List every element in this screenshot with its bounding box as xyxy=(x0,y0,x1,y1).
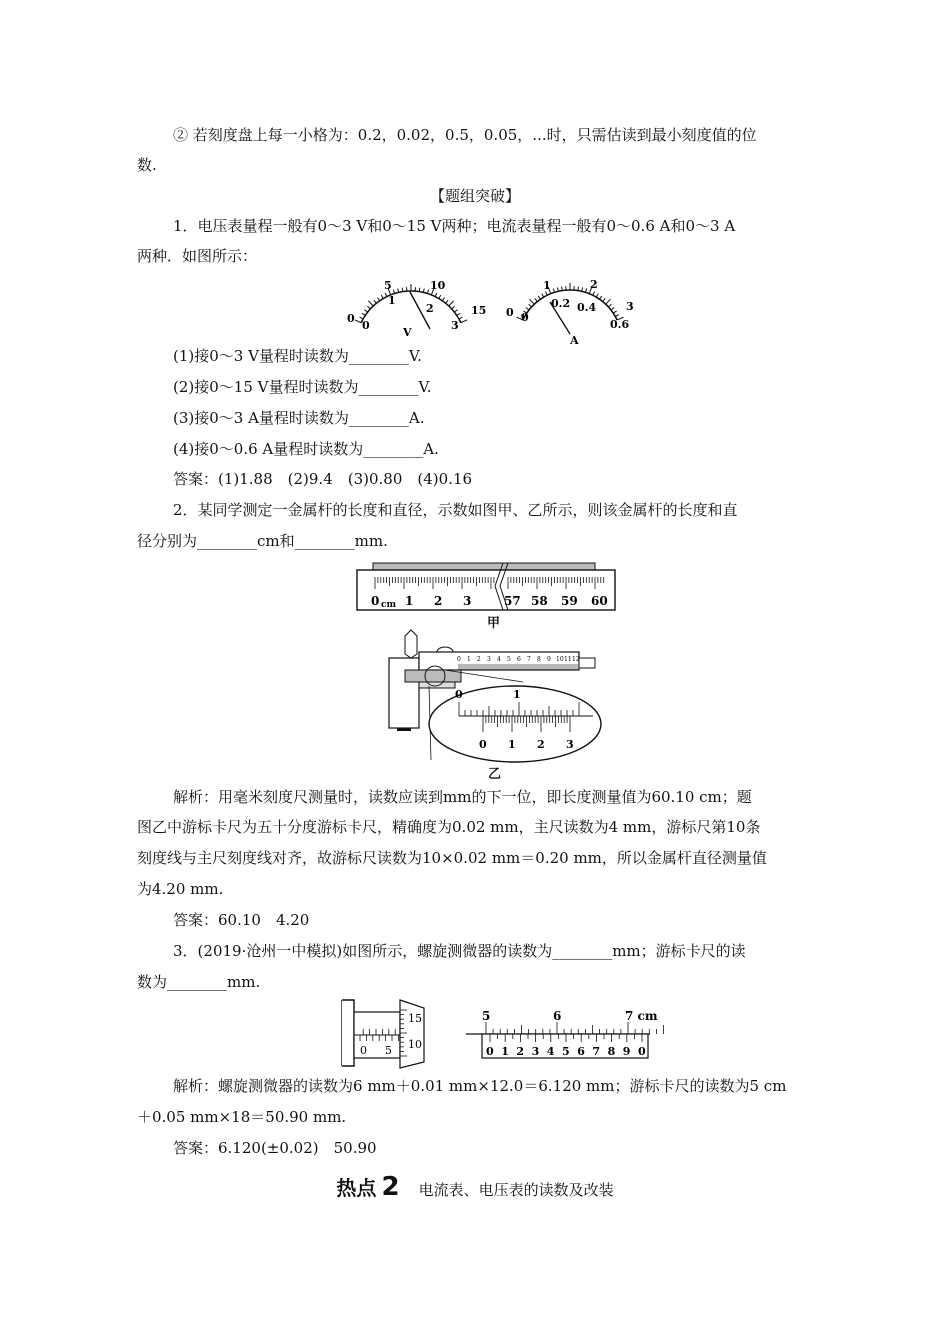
caliper-small-label: 4 xyxy=(497,656,501,663)
vernier-main-label: 7 cm xyxy=(625,1009,658,1023)
q1-sub-3: (3)接0～3 A量程时读数为________A. xyxy=(173,409,425,427)
q1-sub-4: (4)接0～0.6 A量程时读数为________A. xyxy=(173,440,439,458)
q1-line-1: 1．电压表量程一般有0～3 V和0～15 V两种；电流表量程一般有0～0.6 A和0～3 A xyxy=(173,217,736,235)
voltmeter-outer-label: 10 xyxy=(430,279,446,292)
vernier-scale-label: 9 xyxy=(622,1045,631,1058)
voltmeter-tick xyxy=(454,310,457,312)
voltmeter-tick xyxy=(381,295,383,298)
q1-sub-1: (1)接0～3 V量程时读数为________V. xyxy=(173,347,422,365)
voltmeter-unit: V xyxy=(403,326,412,339)
voltmeter-tick xyxy=(368,301,373,306)
micrometer-label: 10 xyxy=(408,1038,422,1051)
caliper-vernier-label: 2 xyxy=(537,738,545,751)
q3-analysis-1: 解析：螺旋测微器的读数为6 mm＋0.01 mm×12.0＝6.120 mm；游标卡尺的读数为5 cm xyxy=(173,1077,787,1095)
voltmeter-inner-label: 0 xyxy=(362,319,370,332)
ammeter-unit: A xyxy=(570,334,579,347)
vernier-scale-label: 3 xyxy=(531,1045,540,1058)
voltmeter-tick xyxy=(367,306,370,309)
voltmeter-outer-label: 5 xyxy=(384,279,392,292)
caliper-small-label: 9 xyxy=(547,656,551,663)
caliper-small-label: 0 xyxy=(457,656,461,663)
ammeter-outer-label: 1 xyxy=(543,279,551,292)
voltmeter-tick xyxy=(435,293,437,297)
caliper-small-label: 8 xyxy=(537,656,541,663)
voltmeter-tick xyxy=(362,313,365,315)
voltmeter-tick xyxy=(457,313,460,315)
caliper-small-label: 1 xyxy=(467,656,471,663)
ammeter-tick xyxy=(613,311,616,313)
q1-line-2: 两种．如图所示： xyxy=(137,247,258,265)
voltmeter-inner-label: 3 xyxy=(451,319,459,332)
ammeter-tick xyxy=(530,299,535,304)
ammeter-inner-label: 0.6 xyxy=(610,318,630,331)
caliper-small-label: 10 xyxy=(556,656,564,663)
vernier-scale-label: 8 xyxy=(607,1045,616,1058)
ruler-label: 60 xyxy=(591,594,608,608)
vernier-scale-label: 0 xyxy=(486,1045,494,1058)
ammeter-outer-label: 0 xyxy=(506,306,514,319)
q2-analysis-2: 图乙中游标卡尺为五十分度游标卡尺，精确度为0.02 mm，主尺读数为4 mm，游标尺第10条 xyxy=(137,818,761,836)
caliper-figure xyxy=(383,628,603,764)
voltmeter-tick xyxy=(446,300,449,303)
ruler-label: 58 xyxy=(531,594,548,608)
ammeter-inner-label: 0.4 xyxy=(577,301,597,314)
q2-answer: 答案：60.10 4.20 xyxy=(173,911,310,929)
hotspot-heading xyxy=(0,1172,950,1202)
q1-answer: 答案：(1)1.88 (2)9.4 (3)0.80 (4)0.16 xyxy=(173,470,473,488)
voltmeter-tick xyxy=(427,290,428,294)
vernier-scale-label: 6 xyxy=(577,1045,585,1058)
ammeter-tick xyxy=(615,315,618,317)
caliper-small-label: 7 xyxy=(527,656,531,663)
vernier-scale-label: 4 xyxy=(546,1045,555,1058)
ruler-label: 3 xyxy=(463,594,472,608)
vernier-scale-label: 7 xyxy=(592,1045,601,1058)
ammeter-tick xyxy=(578,287,579,291)
q3-line-1: 3．(2019·沧州一中模拟)如图所示，螺旋测微器的读数为________mm；游标卡尺的读 xyxy=(173,942,746,960)
voltmeter-tick xyxy=(459,317,462,319)
q2-analysis-1: 解析：用毫米刻度尺测量时，读数应读到mm的下一位，即长度测量值为60.10 cm；题 xyxy=(173,788,752,806)
ammeter-inner-label: 0 xyxy=(521,311,529,324)
voltmeter-tick xyxy=(442,297,444,300)
q2-line-2: 径分别为________cm和________mm. xyxy=(137,532,388,550)
voltmeter-outer-label: 15 xyxy=(471,304,487,317)
ammeter-tick xyxy=(553,289,554,293)
ammeter-tick xyxy=(542,294,544,297)
micrometer-figure xyxy=(334,998,434,1070)
voltmeter xyxy=(347,279,486,339)
vernier-figure xyxy=(462,1008,658,1064)
hotspot-number: 2 xyxy=(381,1172,400,1202)
ammeter-outer-label: 3 xyxy=(626,300,634,313)
caliper-vernier-label: 3 xyxy=(566,738,574,751)
ruler-label: 59 xyxy=(561,594,578,608)
caption-jia: 甲 xyxy=(487,616,501,631)
caliper-small-label: 6 xyxy=(517,656,521,663)
voltmeter-tick xyxy=(439,295,441,298)
intro-line-2: 数. xyxy=(137,156,157,174)
voltmeter-outer-label: 0 xyxy=(347,312,355,325)
meters-figure xyxy=(340,272,640,347)
ammeter-tick xyxy=(603,298,606,301)
q3-answer: 答案：6.120(±0.02) 50.90 xyxy=(173,1139,377,1157)
ammeter-tick xyxy=(611,308,614,310)
ammeter-tick xyxy=(562,287,563,291)
caliper-vernier-label: 1 xyxy=(508,738,516,751)
intro-line-1: ② 若刻度盘上每一小格为：0.2，0.02，0.5，0.05，...时，只需估读到最小刻度值的位 xyxy=(173,126,757,144)
ammeter-tick xyxy=(596,294,598,297)
caliper-small-label: 5 xyxy=(507,656,511,663)
ruler-figure xyxy=(355,560,617,630)
vernier-main-label: 6 xyxy=(553,1009,562,1023)
voltmeter-tick xyxy=(393,290,394,294)
caliper-main-label: 1 xyxy=(513,688,521,701)
voltmeter-tick xyxy=(419,288,420,292)
ammeter-tick xyxy=(593,292,595,296)
voltmeter-tick xyxy=(449,301,454,306)
voltmeter-tick xyxy=(374,300,377,303)
voltmeter-tick xyxy=(355,320,361,323)
vernier-scale-label: 5 xyxy=(562,1045,570,1058)
voltmeter-tick xyxy=(377,297,379,300)
ruler-label: 57 xyxy=(504,594,521,608)
ammeter-tick xyxy=(529,304,532,307)
q2-line-1: 2．某同学测定一金属杆的长度和直径，示数如图甲、乙所示，则该金属杆的长度和直 xyxy=(173,501,738,519)
voltmeter-inner-label: 2 xyxy=(426,302,434,315)
hotspot-label: 热点 xyxy=(336,1176,377,1200)
vernier-scale-label: 0 xyxy=(638,1045,646,1058)
ammeter-tick xyxy=(606,299,611,304)
ammeter-tick xyxy=(600,296,602,299)
vernier-main-label: 5 xyxy=(482,1009,491,1023)
caliper-small-label: 3 xyxy=(487,656,491,663)
ruler-label: 0 xyxy=(371,594,380,608)
ruler-label: 1 xyxy=(405,594,414,608)
caliper-small-label: 11 xyxy=(564,656,572,663)
micrometer-label: 5 xyxy=(385,1044,392,1057)
q1-sub-2: (2)接0～15 V量程时读数为________V. xyxy=(173,378,432,396)
ammeter-tick xyxy=(585,289,586,293)
vernier-scale-label: 2 xyxy=(516,1045,525,1058)
ammeter-inner-label: 0.2 xyxy=(551,297,571,310)
section-title: 【题组突破】 xyxy=(429,187,520,205)
voltmeter-tick xyxy=(452,306,455,309)
voltmeter-tick xyxy=(402,288,403,292)
ammeter-tick xyxy=(526,308,529,310)
q3-line-2: 数为________mm. xyxy=(137,973,261,991)
caption-yi: 乙 xyxy=(488,767,502,782)
voltmeter-inner-label: 1 xyxy=(388,294,396,307)
voltmeter-tick xyxy=(461,320,467,323)
vernier-scale-label: 1 xyxy=(501,1045,509,1058)
ammeter-outer-label: 2 xyxy=(590,278,598,291)
voltmeter-tick xyxy=(365,310,368,312)
caliper-vernier-label: 0 xyxy=(479,738,487,751)
micrometer-label: 15 xyxy=(408,1012,422,1025)
ammeter-tick xyxy=(538,296,540,299)
ruler-label: 2 xyxy=(434,594,443,608)
micrometer-label: 0 xyxy=(360,1044,367,1057)
ammeter-tick xyxy=(545,292,547,296)
ammeter xyxy=(506,278,634,347)
caliper-small-label: 2 xyxy=(477,656,481,663)
caliper-small-label: 12 xyxy=(572,656,580,663)
ammeter-tick xyxy=(535,298,538,301)
hotspot-title: 电流表、电压表的读数及改装 xyxy=(418,1181,614,1199)
q3-analysis-2: ＋0.05 mm×18＝50.90 mm. xyxy=(137,1108,347,1126)
ruler-label: cm xyxy=(381,600,397,610)
voltmeter-tick xyxy=(385,293,387,297)
ammeter-tick xyxy=(608,304,611,307)
caliper-main-label: 0 xyxy=(455,688,463,701)
q2-analysis-4: 为4.20 mm. xyxy=(137,880,224,898)
q2-analysis-3: 刻度线与主尺刻度线对齐，故游标尺读数为10×0.02 mm＝0.20 mm，所以金属杆直径测量值 xyxy=(137,849,767,867)
